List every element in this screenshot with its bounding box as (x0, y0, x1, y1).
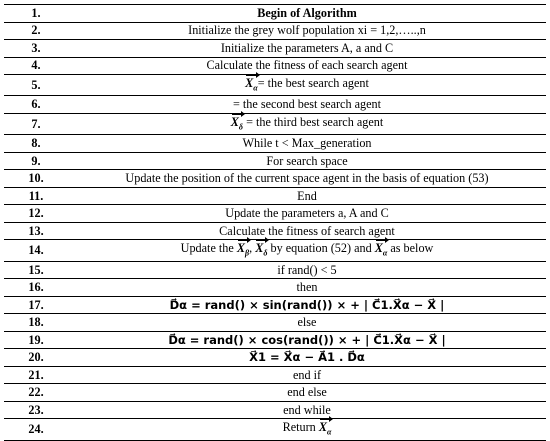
row-text: For search space (68, 152, 546, 170)
row-number: 20. (4, 349, 68, 367)
row-text: Update the position of the current space agent in the basis of equation (53) (68, 170, 546, 188)
table-row (4, 113, 546, 134)
table-row (4, 96, 546, 114)
table-row (4, 187, 546, 205)
table-row (4, 57, 546, 75)
table-row (4, 22, 546, 40)
row-number: 6. (4, 96, 68, 114)
row-number: 14. (4, 240, 68, 261)
row-text: Calculate the fitness of each search agent (68, 57, 546, 75)
vector-symbol: $X_\delta$ (255, 240, 267, 260)
row-number: 8. (4, 135, 68, 153)
row-number: 5. (4, 75, 68, 96)
row-number: 2. (4, 22, 68, 40)
formula: D⃗α = rand() × sin(rand()) × + | C⃗1.X⃗α − X⃗ | (68, 296, 546, 314)
vector-symbol: $X_\alpha$ (375, 240, 388, 260)
row-text: end while (68, 401, 546, 419)
vector-symbol: $X_\alpha$ (245, 75, 258, 95)
algorithm-table (4, 4, 546, 441)
table-row (4, 222, 546, 240)
row-number: 12. (4, 205, 68, 223)
table-row (4, 152, 546, 170)
table-row (4, 261, 546, 279)
row-text: = the second best search agent (68, 96, 546, 114)
formula: D⃗α = rand() × cos(rand()) × + | C⃗1.X⃗α − X⃗ | (68, 331, 546, 349)
row-text: if rand() < 5 (68, 261, 546, 279)
row-text: Return $X_\alpha$ (68, 419, 546, 440)
row-text: Calculate the fitness of search agent (68, 222, 546, 240)
row-number: 7. (4, 113, 68, 134)
table-row (4, 401, 546, 419)
row-number: 4. (4, 57, 68, 75)
table-row (4, 314, 546, 332)
row-number: 21. (4, 366, 68, 384)
row-text: then (68, 279, 546, 297)
vector-symbol: $X_\beta$ (237, 240, 249, 260)
table-row (4, 5, 546, 23)
table-row (4, 40, 546, 58)
table-row (4, 349, 546, 367)
row-number: 13. (4, 222, 68, 240)
table-row (4, 75, 546, 96)
table-row (4, 205, 546, 223)
table-row (4, 296, 546, 314)
formula: X⃗1 = X⃗α − A⃗1 . D⃗α (68, 349, 546, 367)
row-text: else (68, 314, 546, 332)
table-row (4, 366, 546, 384)
row-text: Update the $X_\beta$, $X_\delta$ by equation (52) and $X_\alpha$ as below (68, 240, 546, 261)
row-number: 23. (4, 401, 68, 419)
row-text: Update the parameters a, A and C (68, 205, 546, 223)
vector-symbol: $X_\delta$ (231, 114, 243, 134)
row-text: Begin of Algorithm (68, 5, 546, 23)
row-number: 11. (4, 187, 68, 205)
row-number: 10. (4, 170, 68, 188)
table-row (4, 419, 546, 440)
row-number: 9. (4, 152, 68, 170)
row-number: 22. (4, 384, 68, 402)
row-number: 17. (4, 296, 68, 314)
row-text: $X_\alpha=$ the best search agent (68, 75, 546, 96)
row-text: End (68, 187, 546, 205)
row-text: Initialize the grey wolf population xi = 1,2,…..,n (68, 22, 546, 40)
table-row (4, 135, 546, 153)
table-row (4, 240, 546, 261)
row-text: end if (68, 366, 546, 384)
row-number: 15. (4, 261, 68, 279)
row-text: Initialize the parameters A, a and C (68, 40, 546, 58)
row-number: 3. (4, 40, 68, 58)
row-number: 16. (4, 279, 68, 297)
row-number: 24. (4, 419, 68, 440)
row-number: 18. (4, 314, 68, 332)
table-row (4, 331, 546, 349)
table-row (4, 279, 546, 297)
row-text: $X_\delta$ = the third best search agent (68, 113, 546, 134)
row-number: 1. (4, 5, 68, 23)
vector-symbol: $X_\alpha$ (319, 419, 332, 439)
table-row (4, 170, 546, 188)
row-number: 19. (4, 331, 68, 349)
table-row (4, 384, 546, 402)
row-text: end else (68, 384, 546, 402)
row-text: While t < Max_generation (68, 135, 546, 153)
